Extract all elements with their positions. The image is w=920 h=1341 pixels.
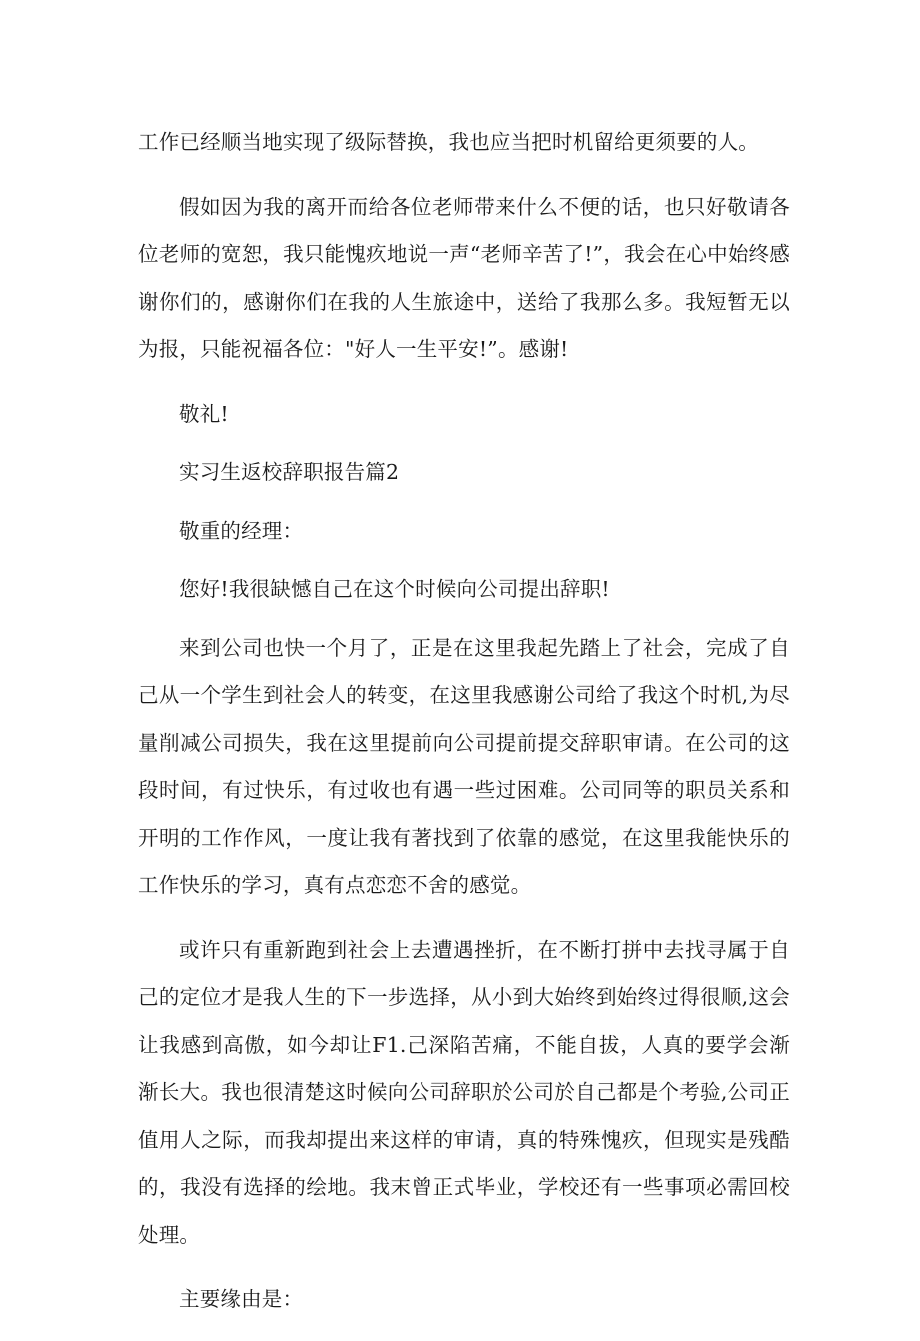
paragraph-apology: 假如因为我的离开而给各位老师带来什么不便的话，也只好敬请各位老师的宽恕，我只能愧疚地说一声“老师辛苦了!”，我会在心中始终感谢你们的，感谢你们在我的人生旅途中，送给了我那么多。我短暂无以为报，只能祝福各位："好人一生平安!”。感谢!: [138, 194, 790, 361]
paragraph-reason: 或许只有重新跑到社会上去遭遇挫折，在不断打拼中去找寻属于自己的定位才是我人生的下一步选择，从小到大始终到始终过得很顺,这会让我感到高傲，如今却让F1.己深陷苦痛，不能自拔，人真的要学会渐渐长大。我也很清楚这时候向公司辞职於公司於自己都是个考验,公司正值用人之际，而我却提出来这样的审请，真的特殊愧疚，但现实是残酷的，我没有选择的绘地。我末曾正式毕业，学校还有一些事项必需回校处理。: [138, 937, 790, 1247]
document-body: [138, 119, 790, 1341]
paragraph-greeting: 敬重的经理：: [179, 518, 304, 543]
paragraph-salutation-closing: 敬礼!: [179, 401, 229, 426]
paragraph-main-reasons: 主要缘由是：: [179, 1287, 304, 1311]
section-heading: 实习生返校辞职报告篇2: [179, 460, 400, 484]
paragraph-experience: 来到公司也快一个月了，正是在这里我起先踏上了社会，完成了自己从一个学生到社会人的转变，在这里我感谢公司给了我这个时机,为尽量削减公司损失，我在这里提前向公司提前提交辞职审请。在公司的这段时间，有过快乐，有过收也有遇一些过困难。公司同等的职员关系和开明的工作作风，一度让我有著找到了依靠的感觉，在这里我能快乐的工作快乐的学习，真有点恋恋不舍的感觉。: [138, 635, 790, 897]
paragraph-continuation: 工作已经顺当地实现了级际替换，我也应当把时机留给更须要的人。: [138, 130, 759, 154]
paragraph-opening: 您好!我很缺憾自己在这个时候向公司提出辞职!: [179, 577, 610, 601]
